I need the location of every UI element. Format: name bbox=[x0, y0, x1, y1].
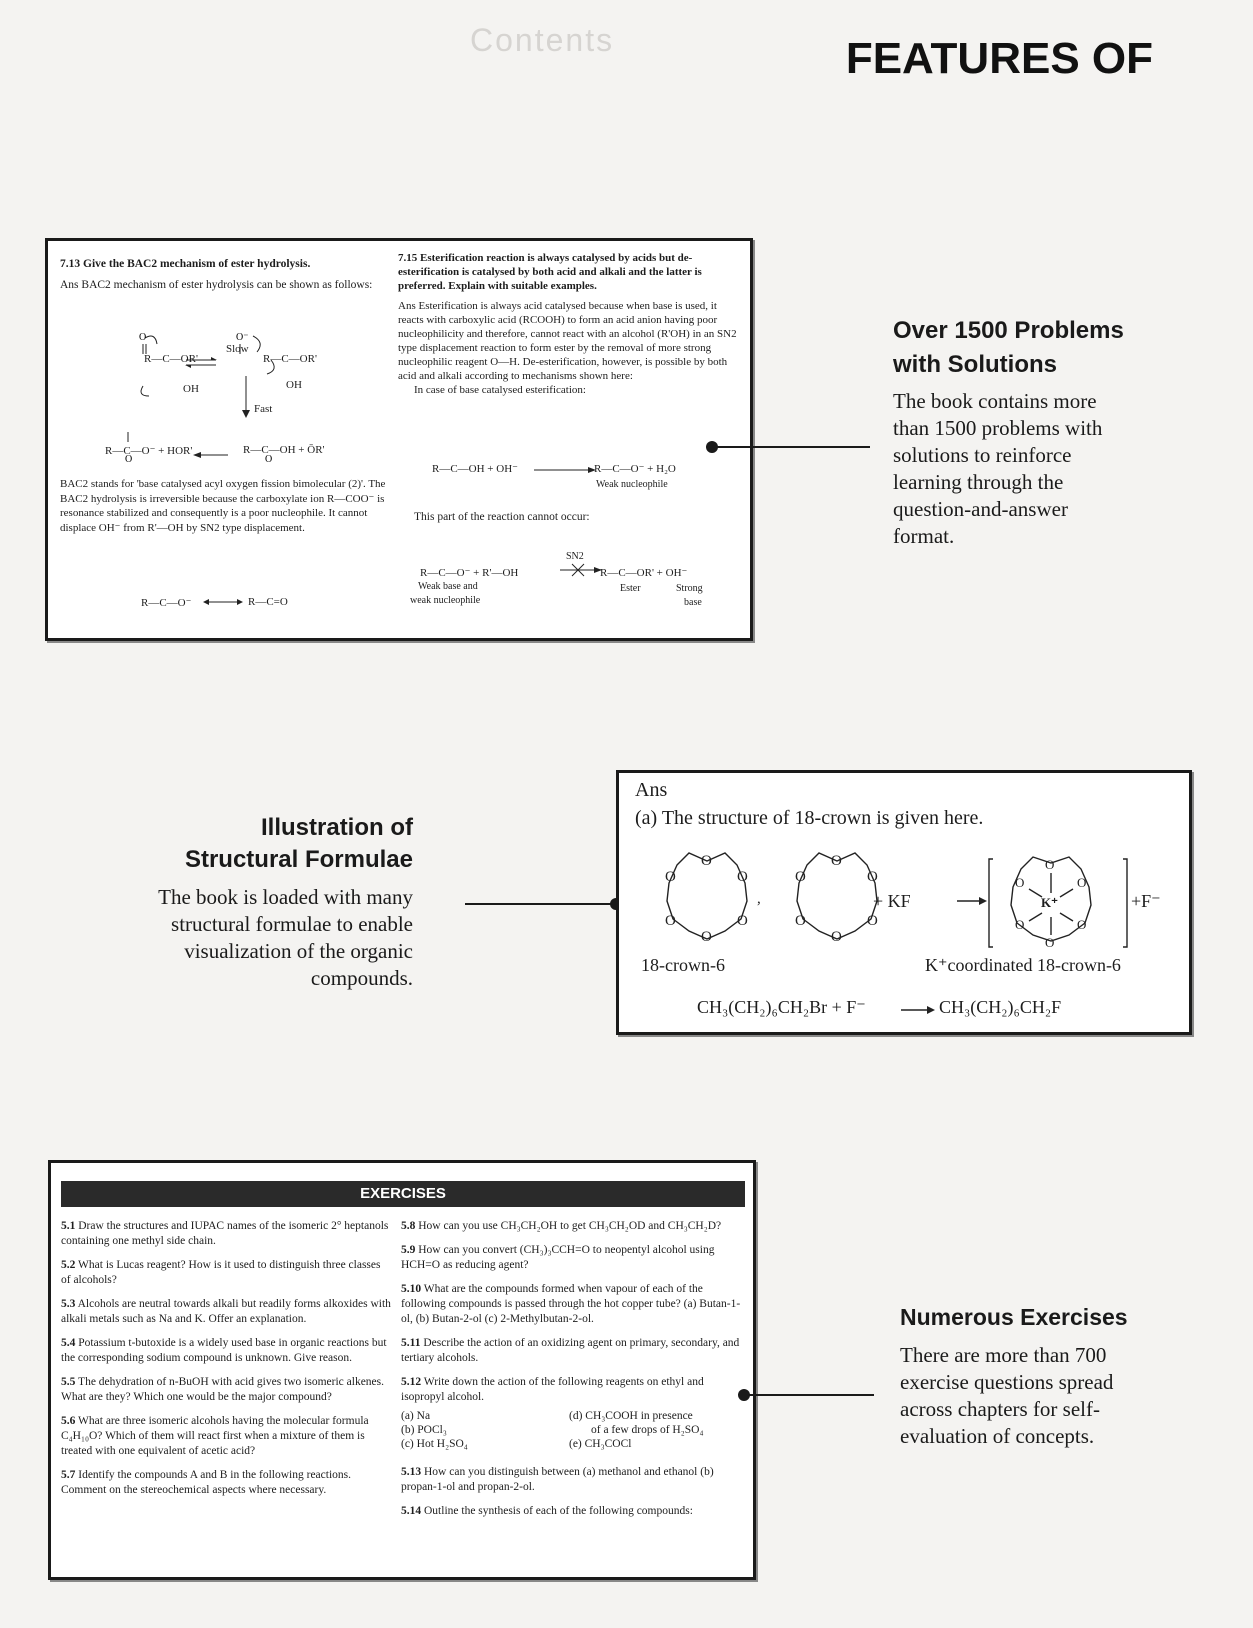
exercise-item: 5.6 What are three isomeric alcohols having the molecular formula C₄H₁₀O? Which of them will react first when a mixture of them is treated with one equivalent of acetic acid? bbox=[61, 1415, 369, 1457]
base-case-heading: In case of base catalysed esterification: bbox=[414, 384, 586, 396]
feature-structures bbox=[130, 812, 413, 992]
exercise-item: 5.7 Identify the compounds A and B in the following reactions. Comment on the stereochemical aspects where necessary. bbox=[61, 1469, 352, 1496]
svg-text:O: O bbox=[1015, 875, 1025, 890]
problem-7-13 bbox=[60, 257, 388, 299]
svg-text:O: O bbox=[1045, 935, 1055, 950]
eq2-left: R—C—O⁻ + R'—OH bbox=[420, 567, 519, 579]
plus-kf-label: + KF bbox=[873, 891, 911, 911]
oh-intermediate-label: OH bbox=[286, 379, 302, 391]
product-acid: R—C—OH + ŌR' bbox=[243, 444, 325, 456]
answer-label: Ans bbox=[635, 779, 668, 801]
question-7-15: 7.15 Esterification reaction is always catalysed by acids but de-esterification is catalysed by both acid and alkali and the latter is preferred. Explain with suitable examples. bbox=[398, 252, 702, 292]
eq2-right: R—C—OR' + OH⁻ bbox=[600, 567, 688, 579]
exercise-item: 5.5 The dehydration of n-BuOH with acid gives two isomeric alkenes. What are they? Which one would be the major compound? bbox=[61, 1376, 384, 1403]
weak-nucleophile2-label: weak nucleophile bbox=[410, 595, 481, 606]
cannot-occur-note: This part of the reaction cannot occur: bbox=[414, 511, 590, 523]
exercise-item: 5.3 Alcohols are neutral towards alkali but readily forms alkoxides with alkali metals such as Na and K. Offer an explanation. bbox=[61, 1298, 391, 1325]
bac2-explanation: BAC2 stands for 'base catalysed acyl oxygen fission bimolecular (2)'. The BAC2 hydrolysis is irreversible because the carboxylate ion R—COO⁻ is resonance stabilized and consequently is a poor nucleophile. It cannot displace OH⁻ from R'—OH by SN2 type displacement. bbox=[60, 478, 386, 534]
weak-nucleophile-label: Weak nucleophile bbox=[596, 479, 668, 490]
sn2-label: SN2 bbox=[566, 551, 584, 562]
svg-text:O: O bbox=[139, 332, 147, 343]
feature-exercises-desc-3: across chapters for self- bbox=[900, 1397, 1100, 1421]
exercises-right-column bbox=[401, 1219, 741, 1528]
reagent-c: (c) Hot H₂SO₄ bbox=[401, 1438, 468, 1450]
eq2-blocked-arrow bbox=[560, 563, 602, 577]
base-label: base bbox=[684, 597, 702, 608]
svg-text:O: O bbox=[795, 913, 806, 929]
feature-exercises-desc-2: exercise questions spread bbox=[900, 1370, 1114, 1394]
svg-text:O: O bbox=[867, 869, 878, 885]
feature-problems-desc-5: question-and-answer bbox=[893, 497, 1068, 521]
svg-text:O: O bbox=[795, 869, 806, 885]
svg-text:O: O bbox=[701, 853, 712, 869]
svg-text:O: O bbox=[737, 913, 748, 929]
intermediate: R—C—OR' bbox=[263, 353, 317, 365]
exercise-item: 5.1 Draw the structures and IUPAC names of the isomeric 2° heptanols containing one methyl side chain. bbox=[61, 1220, 389, 1247]
feature-problems-title-2: with Solutions bbox=[893, 351, 1057, 378]
ester-label: Ester bbox=[620, 583, 641, 594]
feature-exercises-desc-4: evaluation of concepts. bbox=[900, 1424, 1095, 1448]
substitution-eq-left: CH₃(CH₂)₆CH₂Br + F⁻ bbox=[697, 997, 866, 1017]
feature-structures-desc-1: The book is loaded with many bbox=[158, 885, 413, 909]
reagent-b: (b) POCl₃ bbox=[401, 1424, 447, 1436]
svg-text:O: O bbox=[831, 929, 842, 945]
feature-structures-title-2: Structural Formulae bbox=[184, 846, 413, 873]
svg-text:O: O bbox=[737, 869, 748, 885]
slow-label: Slow bbox=[226, 343, 249, 355]
resonance-arrow bbox=[203, 597, 243, 607]
substitution-arrow bbox=[901, 1005, 935, 1015]
svg-text:O: O bbox=[1015, 917, 1025, 932]
weak-base-label: Weak base and bbox=[418, 581, 478, 592]
caption-18-crown-6: 18-crown-6 bbox=[641, 955, 725, 975]
exercise-item: 5.2 What is Lucas reagent? How is it used to distinguish three classes of alcohols? bbox=[61, 1259, 381, 1286]
problem-7-15 bbox=[398, 251, 738, 403]
product-carboxylate: R—C—O⁻ + HOR' bbox=[105, 445, 193, 457]
svg-text:O: O bbox=[665, 869, 676, 885]
reagent-list bbox=[401, 1409, 741, 1465]
feature-structures-desc-3: visualization of the organic bbox=[184, 939, 413, 963]
feature-problems-desc-1: The book contains more bbox=[893, 389, 1097, 413]
k-complex bbox=[989, 857, 1127, 947]
svg-text:O: O bbox=[1077, 875, 1087, 890]
exercise-item: 5.8 How can you use CH₃CH₂OH to get CH₃CH₂OD and CH₃CH₂D? bbox=[401, 1220, 722, 1232]
svg-text:O: O bbox=[867, 913, 878, 929]
reagent-e: (e) CH₃COCl bbox=[569, 1438, 632, 1450]
plus-fluoride-label: +F⁻ bbox=[1131, 891, 1161, 911]
exercise-item: 5.14 Outline the synthesis of each of the following compounds: bbox=[401, 1505, 693, 1517]
fast-label: Fast bbox=[254, 403, 273, 415]
feature-exercises-title: Numerous Exercises bbox=[900, 1304, 1128, 1330]
feature-structures-desc-2: structural formulae to enable bbox=[171, 912, 413, 936]
exercises-heading: EXERCISES bbox=[61, 1181, 745, 1207]
resonance-left: R—C—O⁻ bbox=[141, 597, 192, 609]
reactant-ester: R—C—OR' bbox=[144, 353, 198, 365]
exercise-item: 5.13 How can you distinguish between (a) methanol and ethanol (b) propan-1-ol and propan-2-ol. bbox=[401, 1466, 714, 1493]
feature-structures-desc-4: compounds. bbox=[310, 966, 413, 990]
connector-line-structures bbox=[465, 903, 615, 905]
eq1-left: R—C—OH + OH⁻ bbox=[432, 463, 518, 475]
strong-label: Strong bbox=[676, 583, 703, 594]
exercise-item: 5.12 Write down the action of the following reagents on ethyl and isopropyl alcohol. bbox=[401, 1376, 704, 1403]
potassium-ion-label: K⁺ bbox=[1041, 895, 1058, 910]
exercises-left-column bbox=[61, 1219, 391, 1507]
reagent-d-cont: of a few drops of H₂SO₄ bbox=[591, 1424, 704, 1436]
feature-problems-desc-2: than 1500 problems with bbox=[893, 416, 1103, 440]
svg-text:O: O bbox=[1045, 857, 1055, 872]
eq1-arrow bbox=[534, 465, 596, 475]
page-header: FEATURES OF bbox=[845, 34, 1153, 83]
svg-text:O: O bbox=[1077, 917, 1087, 932]
feature-structures-title-1: Illustration of bbox=[261, 814, 413, 841]
caption-k-coordinated: K⁺coordinated 18-crown-6 bbox=[925, 955, 1121, 975]
exercises-box bbox=[48, 1160, 756, 1580]
resonance-right: R—C=O bbox=[248, 596, 288, 608]
oh-attack-label: OH bbox=[183, 383, 199, 395]
exercise-item: 5.4 Potassium t-butoxide is a widely used base in organic reactions but the corresponding sodium compound is unknown. Give reason. bbox=[61, 1337, 387, 1364]
feature-exercises bbox=[900, 1300, 1200, 1450]
feature-problems-desc-3: solutions to reinforce bbox=[893, 443, 1072, 467]
exercise-item: 5.11 Describe the action of an oxidizing agent on primary, secondary, and tertiary alcohols. bbox=[401, 1337, 740, 1364]
svg-text:O: O bbox=[125, 454, 133, 465]
connector-line-exercises bbox=[744, 1394, 874, 1396]
substitution-eq-right: CH₃(CH₂)₆CH₂F bbox=[939, 997, 1062, 1017]
question-7-13: 7.13 Give the BAC2 mechanism of ester hydrolysis. bbox=[60, 258, 311, 270]
feature-problems bbox=[893, 314, 1173, 550]
exercise-item: 5.10 What are the compounds formed when vapour of each of the following compounds is passed through the hot copper tube? (a) Butan-1-ol, (b) Butan-2-ol (c) 2-Methylbutan-2-ol. bbox=[401, 1283, 741, 1325]
answer-7-15: Ans Esterification is always acid catalysed because when base is used, it reacts with carboxylic acid (RCOOH) to form an acid anion having poor nucleophilicity and therefore, cannot react with an alcohol (R'OH) in an SN2 type displacement reaction to form ester by the removal of more strong nucleophilic reagent O—H. De-esterification, however, is possible by both acid and alkali according to mechanisms shown here: bbox=[398, 300, 737, 382]
svg-text:O: O bbox=[265, 454, 273, 465]
exercise-item: 5.9 How can you convert (CH₃)₃CCH=O to neopentyl alcohol using HCH=O as reducing agent? bbox=[401, 1244, 715, 1271]
eq1-right: R—C—O⁻ + H₂O bbox=[594, 463, 676, 475]
svg-text:O: O bbox=[831, 853, 842, 869]
feature-problems-desc-6: format. bbox=[893, 524, 955, 548]
reagent-a: (a) Na bbox=[401, 1410, 431, 1422]
sample-problems-box bbox=[45, 238, 753, 641]
svg-text:O⁻: O⁻ bbox=[236, 332, 249, 343]
crown-ether-box bbox=[616, 770, 1192, 1035]
feature-problems-desc-4: learning through the bbox=[893, 470, 1064, 494]
svg-text:O: O bbox=[665, 913, 676, 929]
answer-7-13: Ans BAC2 mechanism of ester hydrolysis can be shown as follows: bbox=[60, 279, 373, 291]
svg-text:O: O bbox=[701, 929, 712, 945]
reagent-d: (d) CH₃COOH in presence bbox=[569, 1410, 693, 1422]
answer-line-a: (a) The structure of 18-crown is given here. bbox=[635, 807, 984, 829]
svg-text:,: , bbox=[757, 891, 761, 907]
connector-line-problems bbox=[712, 446, 870, 448]
feature-problems-title-1: Over 1500 Problems bbox=[893, 317, 1124, 344]
ghost-header: Contents bbox=[470, 22, 615, 58]
feature-exercises-desc-1: There are more than 700 bbox=[900, 1343, 1107, 1367]
